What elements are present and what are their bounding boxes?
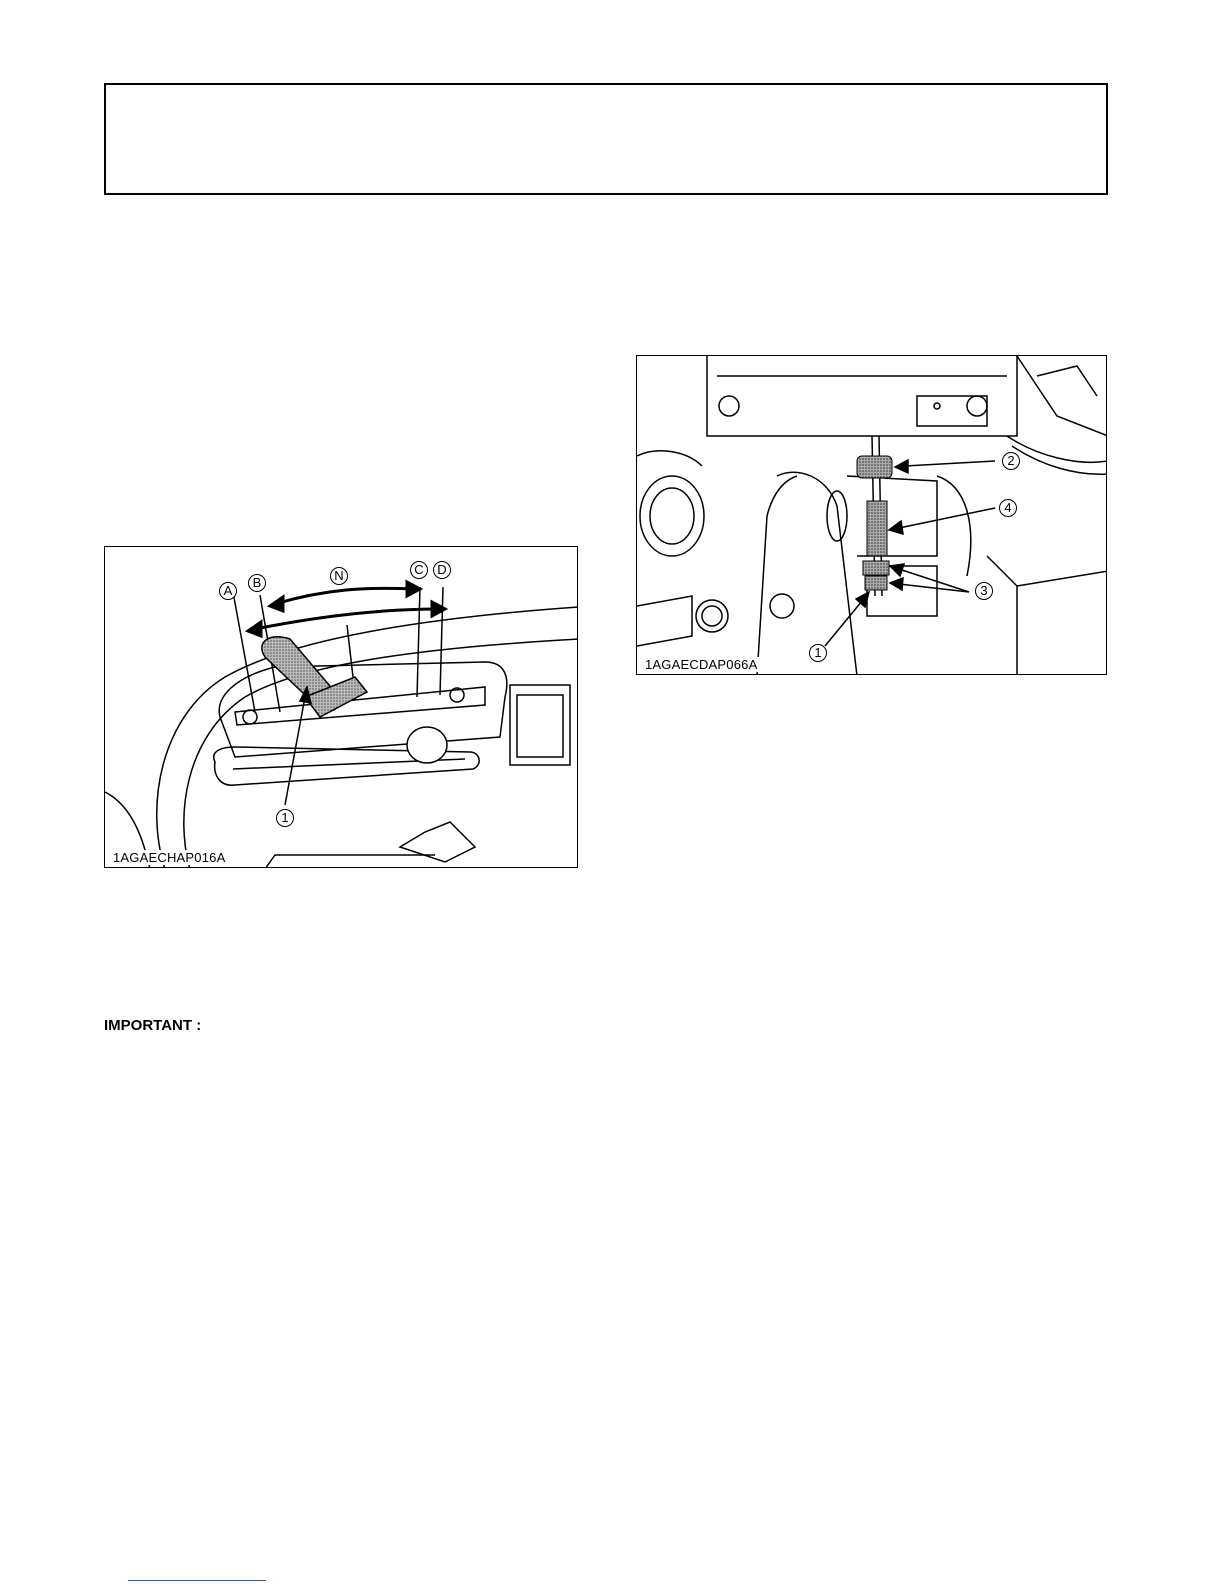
callout-1: 1 [276,809,294,827]
callout-2: 2 [1002,452,1020,470]
header-box [104,83,1108,195]
figure-code: 1AGAECDAP066A [645,657,758,672]
callout-3: 3 [975,582,993,600]
figure-code: 1AGAECHAP016A [113,850,226,865]
callout-4: 4 [999,499,1017,517]
throttle-rod-illustration [637,356,1107,675]
footer-link-underline[interactable] [128,1580,266,1581]
callout-n: N [330,567,348,585]
throttle-lever-illustration [105,547,578,868]
callout-1: 1 [809,644,827,662]
throttle-rod-figure [636,355,1107,675]
important-label: IMPORTANT : [104,1017,202,1034]
callout-d: D [433,561,451,579]
callout-b: B [248,574,266,592]
throttle-lever-figure [104,546,578,868]
callout-a: A [219,582,237,600]
callout-c: C [410,561,428,579]
